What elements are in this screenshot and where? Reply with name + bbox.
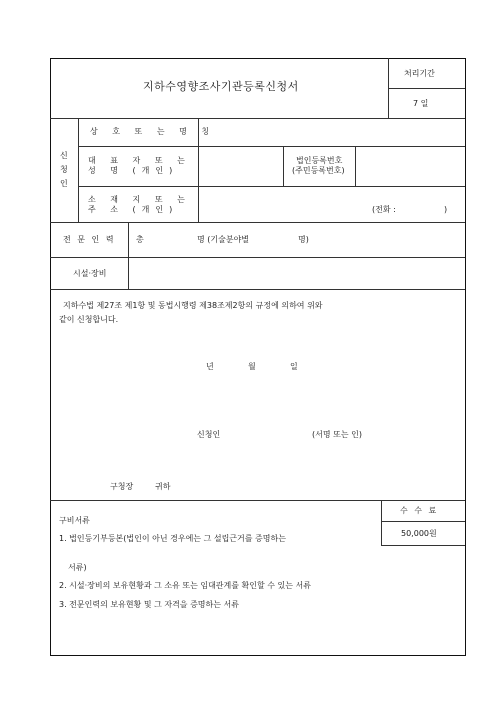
facility-bottom bbox=[50, 289, 465, 290]
date-year-label: 년 bbox=[206, 362, 214, 371]
header-bottom bbox=[50, 118, 465, 119]
personnel-total-label: 총 bbox=[136, 235, 144, 244]
corp-no-line1: 법인등록번호 bbox=[296, 156, 343, 165]
fee-midline bbox=[381, 521, 465, 522]
personnel-unit-label: 명 (기술분야별 bbox=[197, 235, 250, 244]
fee-divider bbox=[381, 500, 382, 545]
addressee-label: 구청장 bbox=[110, 482, 134, 491]
corp-no-right bbox=[355, 146, 356, 186]
applicant-col-divider bbox=[78, 118, 79, 222]
facility-divider bbox=[128, 257, 129, 289]
trade-name-label: 상 호 또 는 명 칭 bbox=[90, 127, 216, 136]
date-month-label: 월 bbox=[248, 362, 256, 371]
applicant-label-1: 신 bbox=[60, 151, 68, 160]
applicant-bottom bbox=[50, 222, 465, 223]
frame-right bbox=[465, 58, 466, 656]
doc2: 2. 시설·장비의 보유현황과 그 소유 또는 임대관계를 확인할 수 있는 서류 bbox=[59, 581, 311, 590]
phone-label: (전화 : bbox=[372, 205, 396, 214]
frame-left bbox=[50, 58, 51, 656]
form-title: 지하수영향조사기관등록신청서 bbox=[143, 80, 299, 93]
doc1-line1: 1. 법인등기부등본(법인이 아닌 경우에는 그 설립근거를 증명하는 bbox=[59, 534, 286, 543]
fee-value: 50,000원 bbox=[401, 529, 437, 538]
processing-period-value: 7 일 bbox=[413, 99, 429, 108]
addressee-suffix: 귀하 bbox=[155, 482, 171, 491]
applicant-row2-bottom bbox=[78, 186, 465, 187]
applicant-row1-bottom bbox=[78, 146, 465, 147]
frame-top bbox=[50, 58, 465, 59]
facility-label: 시설·장비 bbox=[73, 269, 107, 278]
applicant-label-2: 청 bbox=[60, 165, 68, 174]
applicant-label-3: 인 bbox=[60, 179, 68, 188]
signature-label: (서명 또는 인) bbox=[312, 430, 362, 439]
address-label-line1: 소 재 지 또 는 bbox=[88, 195, 191, 204]
rep-label-line1: 대 표 자 또 는 bbox=[88, 156, 191, 165]
phone-close: ) bbox=[444, 205, 448, 214]
docs-top bbox=[50, 500, 465, 501]
personnel-unit-close: 명) bbox=[298, 235, 309, 244]
rep-label-line2: 성 명 (개인) bbox=[88, 166, 179, 175]
personnel-divider bbox=[128, 222, 129, 257]
corp-no-line2: (주민등록번호) bbox=[292, 166, 345, 175]
docs-title: 구비서류 bbox=[59, 516, 90, 525]
personnel-bottom bbox=[50, 257, 465, 258]
processing-midline bbox=[388, 88, 465, 89]
date-day-label: 일 bbox=[290, 362, 298, 371]
frame-bottom bbox=[50, 655, 465, 656]
statement-line2: 같이 신청합니다. bbox=[59, 315, 119, 324]
fee-label: 수 수 료 bbox=[400, 506, 439, 515]
personnel-label: 전 문 인 력 bbox=[63, 235, 116, 244]
processing-period-label: 처리기간 bbox=[404, 69, 435, 78]
corp-no-left bbox=[283, 146, 284, 186]
doc3: 3. 전문인력의 보유현황 및 그 자격을 증명하는 서류 bbox=[59, 600, 239, 609]
fee-bottom bbox=[381, 545, 465, 546]
statement-line1: 지하수법 제27조 제1항 및 동법시행령 제38조제2항의 규정에 의하여 위와 bbox=[63, 301, 323, 310]
address-label-line2: 주 소 (개인) bbox=[88, 205, 179, 214]
doc1-line2: 서류) bbox=[68, 563, 87, 572]
signer-label: 신청인 bbox=[197, 430, 221, 439]
